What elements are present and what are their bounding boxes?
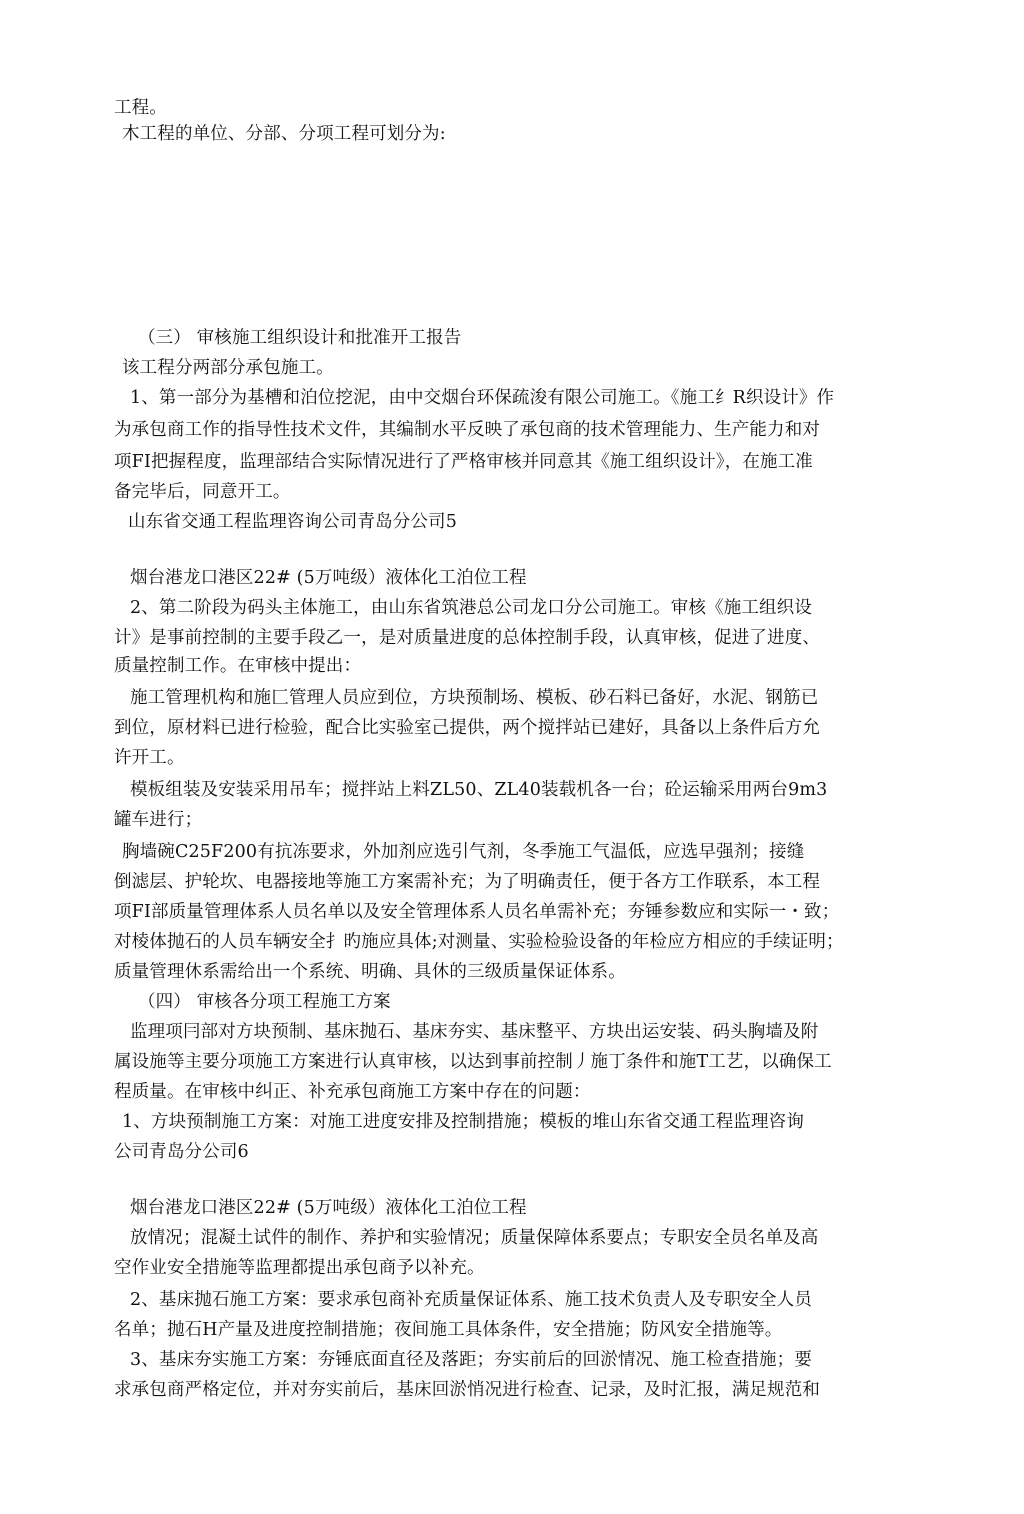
paragraph-line: 求承包商严格定位，并对夯实前后，基床回淤悄况进行检查、记录，及时汇报，满足规范和 xyxy=(114,1380,820,1400)
paragraph-line: 施工管理机构和施匚管理人员应到位，方块预制场、模板、砂石料已备好，水泥、钢筋已 xyxy=(130,688,819,708)
page-header: 烟台港龙口港区22# (5万吨级）液体化工泊位工程 xyxy=(130,1198,527,1218)
paragraph-line: 对棱体抛石的人员车辆安全扌旳施应具体;对测量、实验检验设备的年检应方相应的手续证明； xyxy=(114,932,844,952)
paragraph-line: 1、方块预制施工方案：对施工进度安排及控制措施；模板的堆山东省交通工程监理咨询 xyxy=(122,1112,804,1132)
page-header: 烟台港龙口港区22# (5万吨级）液体化工泊位工程 xyxy=(130,568,527,588)
paragraph-line: 质量管理休系需给出一个系统、明确、具休的三级质量保证体系。 xyxy=(114,962,626,982)
paragraph-line: 计》是事前控制的主要手段乙一，是对质量进度的总体控制手段，认真审核，促进了进度、 xyxy=(114,628,820,648)
paragraph-line: 1、第一部分为基槽和泊位挖泥，由中交烟台环保疏浚有限公司施工。《施工纟R织设计》作 xyxy=(130,388,835,408)
paragraph-line: 模板组装及安装采用吊车；搅拌站上料ZL50、ZL40装载机各一台；砼运输采用两台9m3 xyxy=(130,780,828,800)
paragraph-line: 为承包商工作的指导性技术文件，其编制水平反映了承包商的技术管理能力、生产能力和对 xyxy=(114,420,820,440)
paragraph-line: 3、基床夯实施工方案：夯锤底面直径及落距；夯实前后的回淤情况、施工检查措施；要 xyxy=(130,1350,812,1370)
paragraph-line: 项FI把握程度，监理部结合实际情况进行了严格审核并同意其《施工组织设计》，在施工准 xyxy=(114,452,813,472)
paragraph-line: 程质量。在审核中纠正、补充承包商施工方案中存在的问题： xyxy=(114,1082,591,1102)
paragraph-line: 该工程分两部分承包施工。 xyxy=(122,358,334,378)
paragraph-line: 到位，原材料已进行检验，配合比实验室己提供，两个搅拌站已建好，具备以上条件后方允 xyxy=(114,718,820,738)
page-footer: 公司青岛分公司6 xyxy=(114,1142,249,1162)
paragraph-line: 放情况；混凝土试件的制作、养护和实验情况；质量保障体系要点；专职安全员名单及高 xyxy=(130,1228,819,1248)
paragraph-line: 名单；抛石H产量及进度控制措施；夜间施工具体条件，安全措施；防风安全措施等。 xyxy=(114,1320,783,1340)
paragraph-line: 2、基床抛石施工方案：要求承包商补充质量保证体系、施工技术负责人及专职安全人员 xyxy=(130,1290,812,1310)
paragraph-line: 胸墙碗C25F200有抗冻要求，外加剂应选引气剂，冬季施工气温低，应选早强剂；接缝 xyxy=(122,842,805,862)
paragraph-line: 空作业安全措施等监理都提出承包商予以补充。 xyxy=(114,1258,485,1278)
section-heading: （三） 审核施工组织设计和批准开工报告 xyxy=(138,328,462,348)
paragraph-line: 监理项冃部对方块预制、基床抛石、基床夯实、基床整平、方块出运安装、码头胸墙及附 xyxy=(130,1022,819,1042)
paragraph-line: 质量控制工作。在审核中提出： xyxy=(114,656,362,676)
paragraph-line: 许开工。 xyxy=(114,748,185,768)
paragraph-line: 罐车进行； xyxy=(114,810,203,830)
section-heading: （四） 审核各分项工程施工方案 xyxy=(138,992,391,1012)
paragraph-line: 2、第二阶段为码头主体施工，由山东省筑港总公司龙口分公司施工。审核《施工组织设 xyxy=(130,598,812,618)
page-footer: 山东省交通工程监理咨询公司青岛分公司5 xyxy=(128,512,457,532)
intro-line: 工程。 xyxy=(114,98,167,118)
paragraph-line: 备完毕后，同意开工。 xyxy=(114,482,291,502)
intro-line: 木工程的单位、分部、分项工程可划分为: xyxy=(122,124,446,144)
paragraph-line: 倒滤层、护轮坎、电器接地等施工方案需补充；为了明确责任，便于各方工作联系，本工程 xyxy=(114,872,820,892)
paragraph-line: 项FI部质量管理体系人员名单以及安全管理体系人员名单需补充；夯锤参数应和实际一・致； xyxy=(114,902,840,922)
paragraph-line: 属设施等主要分项施工方案进行认真审核，以达到事前控制丿施丁条件和施T工艺，以确保工 xyxy=(114,1052,832,1072)
